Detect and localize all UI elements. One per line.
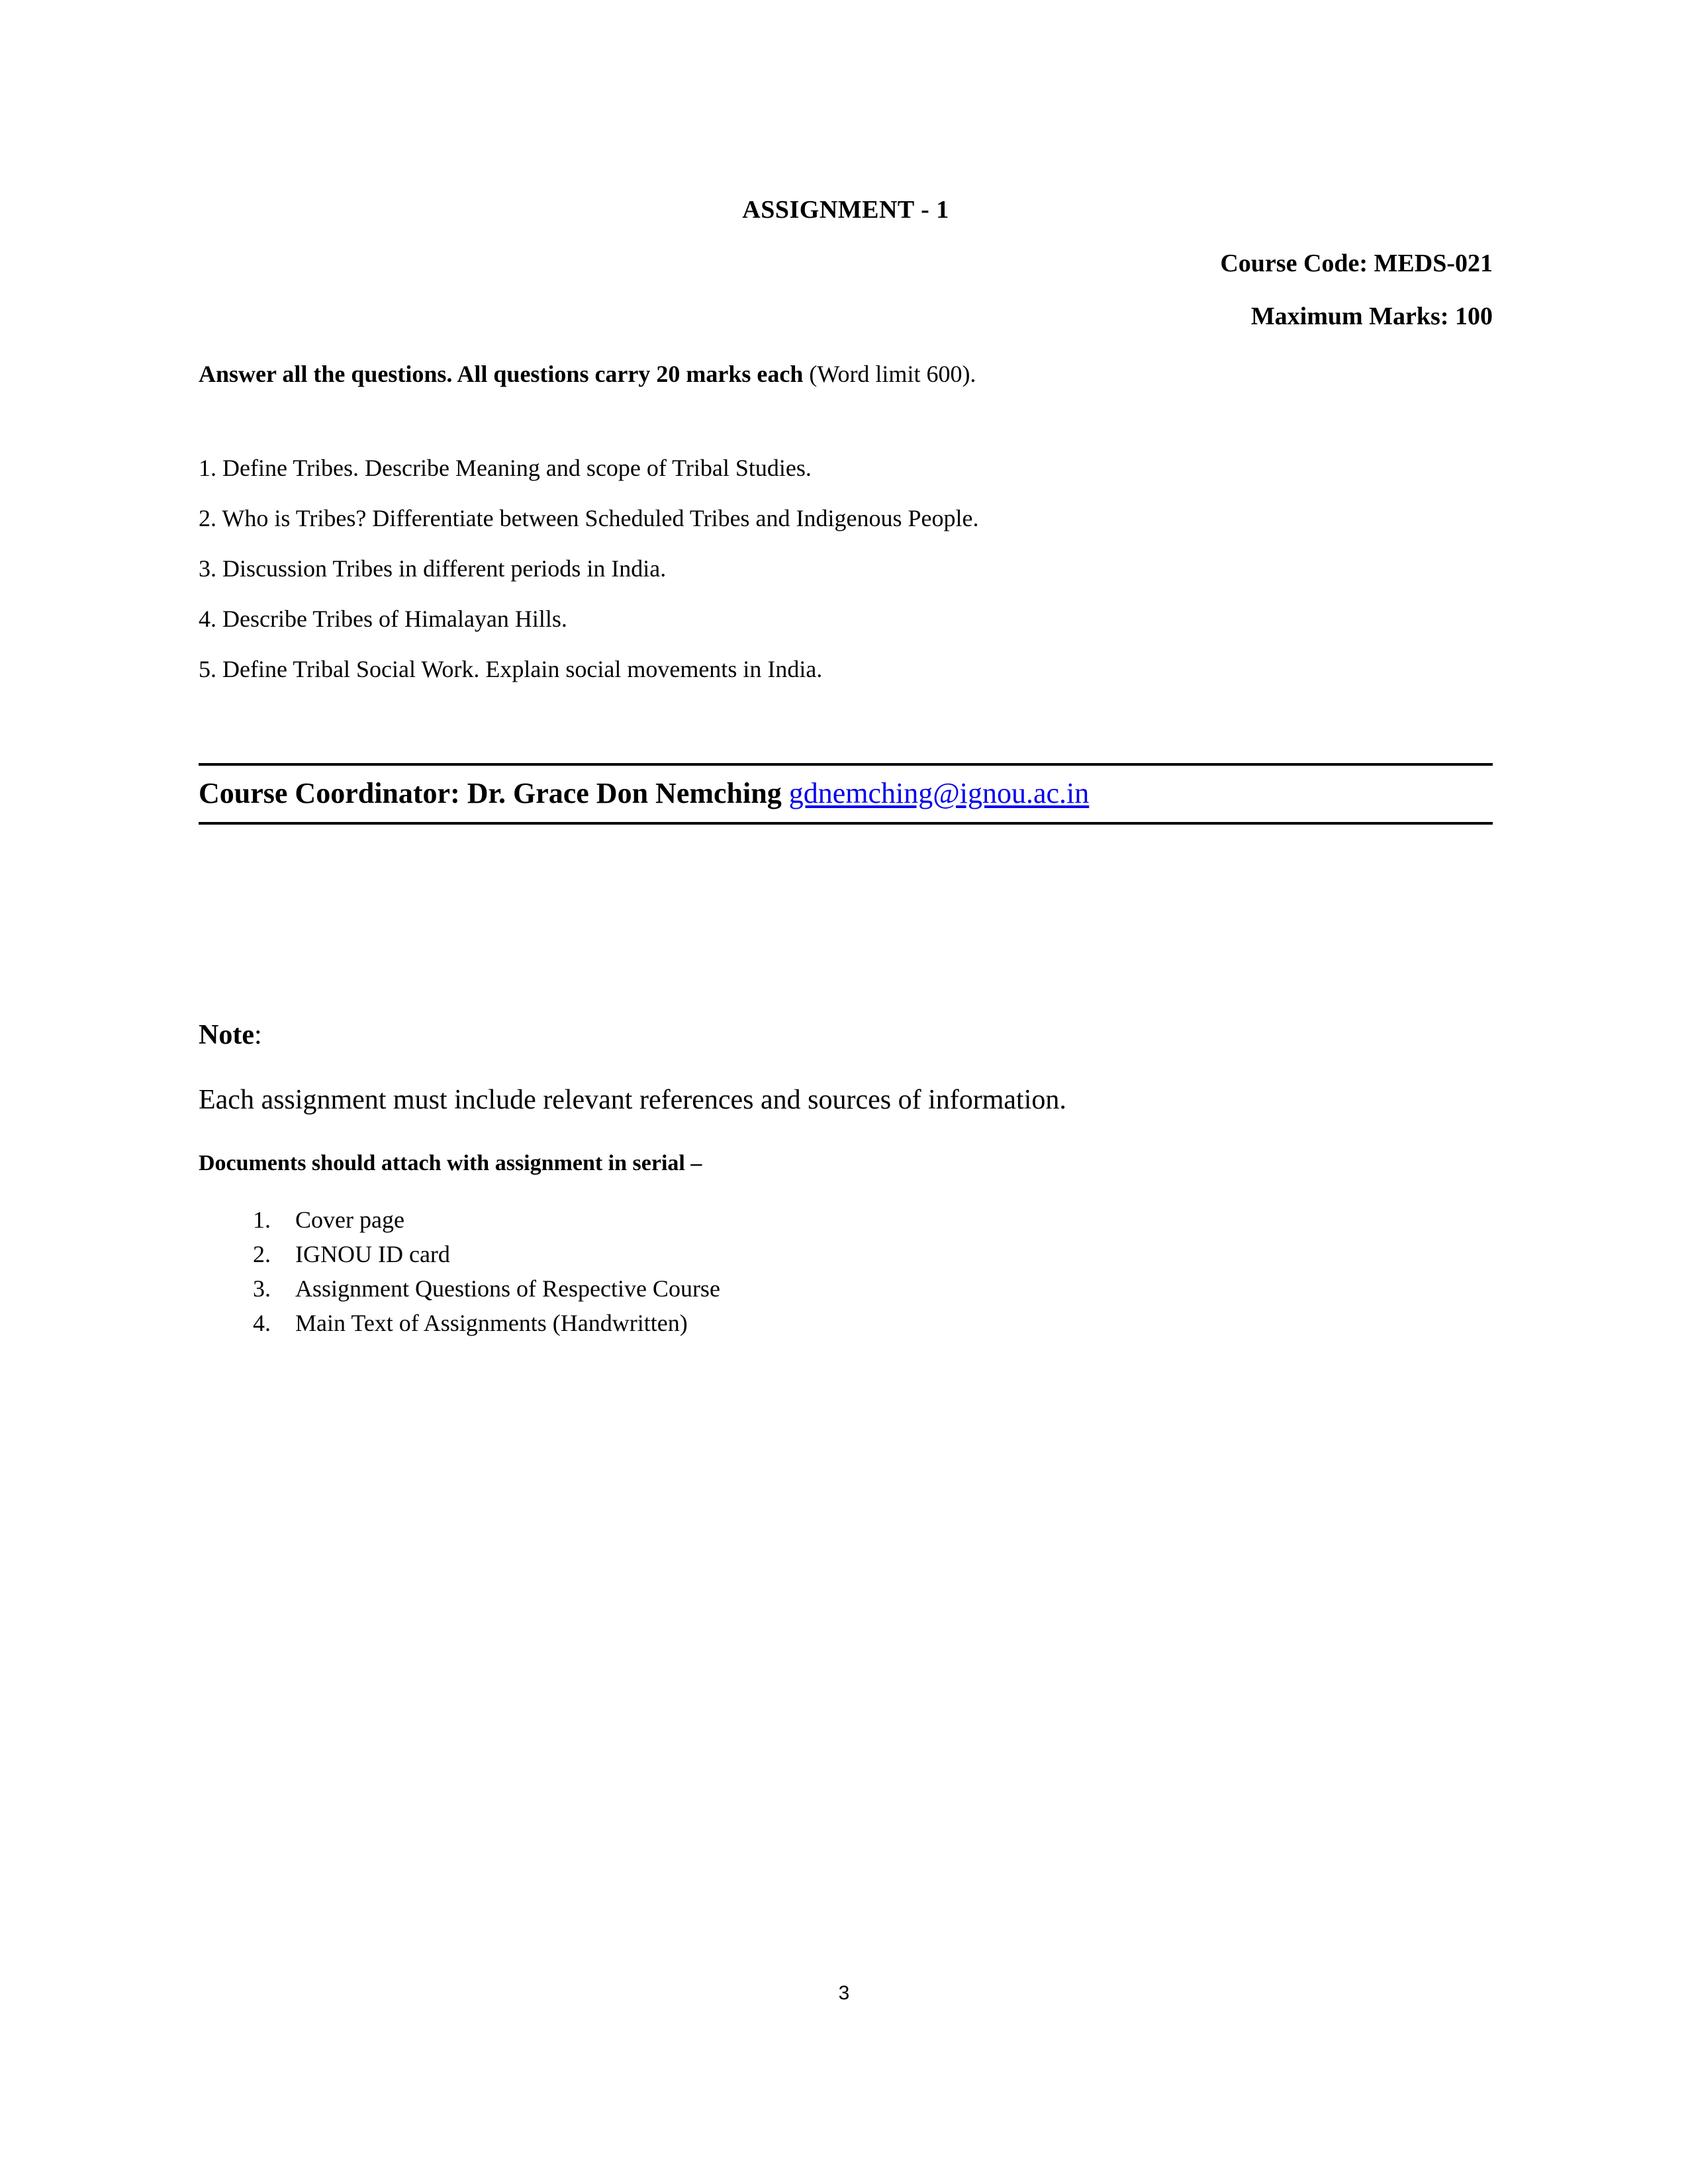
instruction-regular-text: (Word limit 600). (803, 361, 976, 388)
list-item: 2. IGNOU ID card (277, 1237, 1493, 1271)
instruction-bold-text: Answer all the questions. All questions carry 20 marks each (199, 361, 804, 388)
question-item: 4. Describe Tribes of Himalayan Hills. (199, 606, 567, 633)
page-title: ASSIGNMENT - 1 (742, 196, 949, 224)
documents-list (199, 1177, 1493, 1341)
documents-subheading: Documents should attach with assignment in serial – (199, 1151, 702, 1176)
question-item: 5. Define Tribal Social Work. Explain social movements in India. (199, 656, 823, 683)
note-body-text: Each assignment must include relevant references and sources of information. (199, 1084, 1066, 1115)
document-content (199, 0, 1493, 1341)
note-heading-colon: : (254, 1020, 262, 1051)
instruction-line (199, 332, 1493, 388)
list-item: 3. Assignment Questions of Respective Course (277, 1271, 1493, 1306)
question-item: 3. Discussion Tribes in different periods in India. (199, 555, 667, 582)
maximum-marks-line: Maximum Marks: 100 (1250, 302, 1493, 331)
page-number: 3 (838, 1982, 850, 2004)
coordinator-email-link[interactable]: gdnemching@ignou.ac.in (788, 777, 1090, 810)
note-heading (199, 825, 1493, 1052)
course-code-line: Course Code: MEDS-021 (1220, 249, 1493, 277)
question-item: 2. Who is Tribes? Differentiate between Scheduled Tribes and Indigenous People. (199, 505, 979, 532)
note-heading-text: Note (199, 1020, 254, 1051)
questions-list (199, 388, 1493, 705)
list-item: 1. Cover page (277, 1203, 1493, 1237)
course-coordinator-label: Course Coordinator: Dr. Grace Don Nemching (199, 777, 782, 810)
list-item: 4. Main Text of Assignments (Handwritten) (277, 1306, 1493, 1340)
course-coordinator-line (199, 766, 1493, 822)
question-item: 1. Define Tribes. Describe Meaning and scope of Tribal Studies. (199, 455, 812, 482)
